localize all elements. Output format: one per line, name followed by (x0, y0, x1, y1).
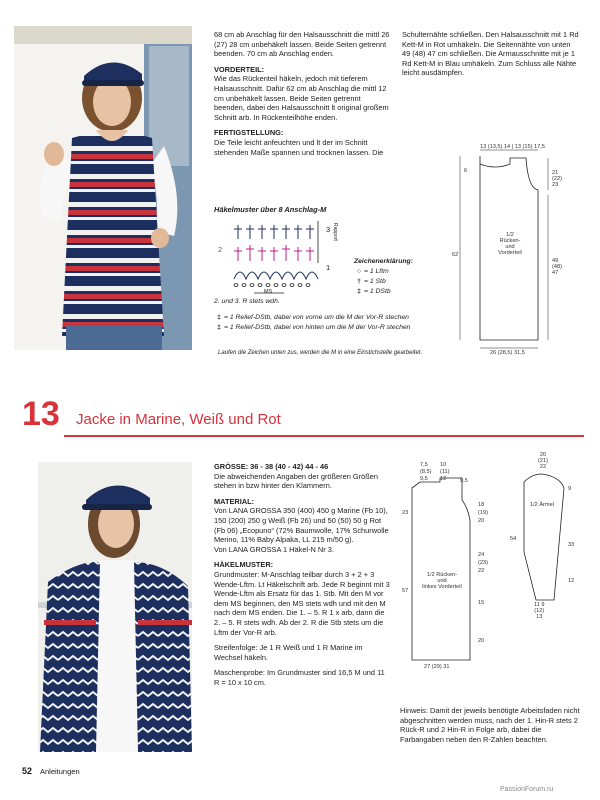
body-width: 27 (29) 31 (424, 664, 450, 670)
schematic-vest-height: 62 (452, 252, 459, 258)
probe-text: Maschenprobe: Im Grundmuster sind 16,5 M und 11 R = 10 x 10 cm. (214, 668, 385, 687)
vorderteil-block (214, 65, 390, 123)
relief-back-icon: ‡ (217, 324, 221, 331)
body-left-23: 23 (402, 510, 409, 516)
body-top-8-5: (8,5) (420, 469, 432, 475)
section1-col1 (214, 30, 390, 163)
material-text: Von LANA GROSSA 350 (400) 450 g Marine (Fb 10), 150 (200) 250 g Weiß (Fb 26) und 50 (50) 50 g Rot (Fb 06) „Ecopuno“ (72% Baumwolle, 17% Schurwolle Merino, 11% Baby Alpaka, LL 215 m/50 g). (214, 506, 389, 545)
section2-number: 13 (22, 395, 60, 433)
schematic-vest-width: 26 (28,5) 31,5 (490, 350, 525, 356)
schematic-vest-top: 13 (13,5) 14 | 13 (15) 17,5 (480, 144, 545, 150)
col2-text: Schulternähte schließen. Den Halsausschnitt mit 1 Rd Kett-M in Rot umhäkeln. Die Seitennähte von unten 49 (48) 47 cm schließen. Die Armausschnitte mit je 1 Rd Kett-M in Blau umhäkeln. Zum Schluss alle Nähte leicht ausdämpfen. (402, 30, 579, 78)
sleeve-label: 1/2 Ärmel (530, 502, 554, 508)
schematic-jacket-body (398, 460, 502, 672)
body-right-20b: 20 (478, 638, 485, 644)
groesse-text: Die abweichenden Angaben der größeren Größen stehen in bzw hinter den Klammern. (214, 471, 378, 491)
sleeve-right-9: 9 (568, 486, 572, 492)
footer-watermark: PassionForum.ru (500, 786, 554, 793)
crochet-chart-block (214, 205, 413, 355)
legend-item-lftm: ○ = 1 Lftm (354, 267, 414, 277)
material-block (214, 497, 392, 555)
vorderteil-text: Wie das Rückenteil häkeln, jedoch mit tieferem Halsausschnitt. Dafür 62 cm ab Anschlag die mittl 12 cm unbehäkelt lassen. Beide Seiten getrennt beenden, dabei den Halsausschnitt lt original großem Schnitt arb. In Rückenteilhöhe enden. (214, 74, 389, 122)
body-right-15: 15 (478, 600, 485, 606)
groesse-block (214, 462, 392, 491)
material-text2: Von LANA GROSSA 1 Häkel-N Nr 3. (214, 544, 334, 554)
row-label-1: 1 (326, 263, 331, 272)
schematic-vest-neck: 6 (464, 168, 468, 174)
pattern-ms-label: MS (264, 289, 273, 295)
top-photo-vest (14, 26, 192, 350)
chart-note: Laufen die Zeichen unten zus, werden die M in eine Einstichstelle gearbeitet. (218, 350, 423, 356)
fertig-text: Die Teile leicht anfeuchten und lt der im Schnitt stehenden Maße spannen und trocknen lassen. Die (214, 137, 384, 157)
schematic-vest-side: 49 (48) 47 (552, 258, 562, 276)
fertig-heading: FERTIGSTELLUNG: (214, 128, 284, 138)
haekel-heading: HÄKELMUSTER: (214, 560, 274, 570)
intro-text: 68 cm ab Anschlag für den Halsausschnitt die mittl 26 (27) 28 cm unbehäkelt lassen. Beide Seiten getrennt beenden. 70 cm ab Anschlag enden. (214, 30, 390, 59)
body-label: 1/2 Rücken- und linkes Vorderteil (422, 572, 462, 590)
relief-front-icon: ‡ (217, 314, 221, 321)
schematic-vest-armhole: 21 (22) 23 (552, 170, 562, 188)
relief-front-item: ‡ = 1 Relief-DStb, dabei von vorne um die M der Vor-R stechen (214, 313, 414, 323)
section2-rule (64, 435, 584, 437)
haekel-block (214, 560, 392, 637)
body-top-10: 10 (440, 462, 447, 468)
groesse-value: 36 - 38 (40 - 42) 44 - 46 (250, 462, 329, 471)
body-left-57: 57 (402, 588, 409, 594)
hinweis-text: Hinweis: Damit der jeweils benötigte Arbeitsfaden nicht abgeschnitten werden muss, nach der 1. Hin-R stets 2 Rück-R und 2 Hin-R in Folge arb, dabei die Farbangaben neben den R-Zahlen beachten. (400, 706, 580, 744)
body-top-9-5b: 9,5 (460, 478, 468, 484)
sleeve-bottom: 11 9 (12) 13 (534, 602, 545, 620)
bottom-photo-jacket (38, 462, 192, 752)
sleeve-right-12: 12 (568, 578, 575, 584)
legend-item-stb: † = 1 Stb (354, 277, 414, 287)
body-top-9-5a: 9,5 (420, 476, 428, 482)
footer-page-label: Anleitungen (40, 767, 80, 776)
relief-back-item: ‡ = 1 Relief-DStb, dabei von hinten um die M der Vor-R stechen (214, 323, 414, 333)
sleeve-top: 20 (21) 22 (538, 452, 548, 470)
schematic-jacket-body-drawing (398, 460, 502, 672)
body-right-24: 24 (478, 552, 485, 558)
body-right-19: (19) (478, 510, 488, 516)
pattern-note: 2. und 3. R stets wdh. (214, 298, 280, 305)
crochet-chart-symbols (214, 217, 334, 297)
schematic-jacket-sleeve (508, 452, 588, 622)
body-right-20a: 20 (478, 518, 485, 524)
vorderteil-heading: VORDERTEIL: (214, 64, 265, 74)
chain-icon: ○ (356, 268, 362, 275)
section2-col1 (214, 462, 392, 693)
haekel-text: Grundmuster: M-Anschlag teilbar durch 3 + 2 + 3 Wende-Lftm. Lt Häkelschrift arb. Jede R beginnt mit 3 Wende-Lftm als Ersatz für das 1. Stb. Mit den M vor dem MS beginnen, den MS stets wdh und mit den M nach dem MS enden. Die 1. – 5. R 1 x arb, dann die 2. – 5. R stets wdh. Ab der 2. R die Stb stets um die Lftm der Vor-R arb. (214, 569, 390, 637)
schematic-vest (450, 140, 580, 360)
body-top-11: (11) (440, 469, 450, 475)
body-top-12: 12 (440, 476, 447, 482)
stb-icon: † (357, 278, 361, 285)
body-right-22: 22 (478, 568, 485, 574)
schematic-sleeve-drawing (508, 452, 588, 622)
row-label-3: 3 (326, 225, 331, 234)
dstb-icon: ‡ (357, 288, 361, 295)
row-label-2: 2 (218, 245, 223, 254)
pattern-title: Häkelmuster über 8 Anschlag-M (214, 205, 327, 214)
hinweis-block (400, 706, 582, 750)
body-top-7-5: 7,5 (420, 462, 428, 468)
body-right-23: (23) (478, 560, 488, 566)
section1-col2 (402, 30, 580, 84)
legend-title: Zeichenerklärung: (354, 258, 413, 265)
legend-item-dstb: ‡ = 1 DStb (354, 287, 414, 297)
material-heading: MATERIAL: (214, 496, 255, 506)
pattern-rapport-label: Rapport (332, 223, 338, 241)
groesse-heading: GRÖSSE: (214, 462, 249, 471)
body-right-18: 18 (478, 502, 485, 508)
schematic-vest-label: 1/2 Rücken- und Vorderteil (498, 232, 522, 256)
footer-page-number: 52 (22, 766, 33, 776)
sleeve-right-33: 33 (568, 542, 575, 548)
symbol-legend (354, 257, 414, 297)
section2-title: Jacke in Marine, Weiß und Rot (76, 411, 281, 428)
sleeve-left-54: 54 (510, 536, 517, 542)
relief-legend (214, 313, 414, 333)
streifen-text: Streifenfolge: Je 1 R Weiß und 1 R Marine im Wechsel häkeln. (214, 643, 363, 662)
fertig-block (214, 128, 390, 157)
